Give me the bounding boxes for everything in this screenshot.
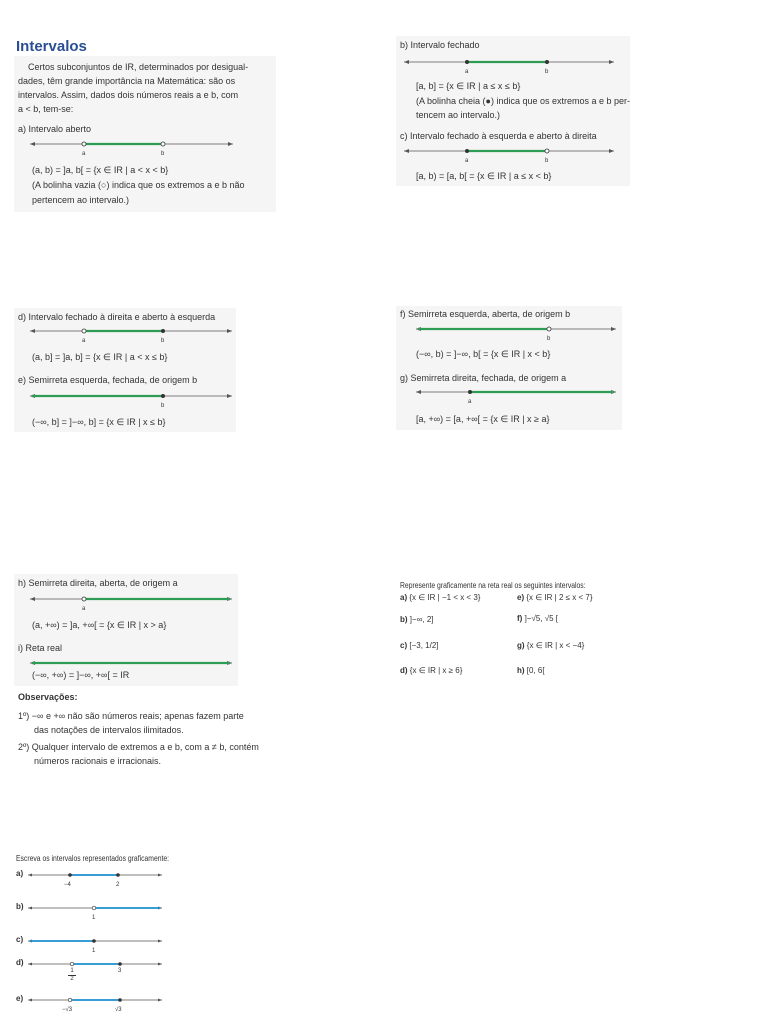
- ex1-text-e: {x ∈ IR | 2 ≤ x < 7}: [526, 593, 593, 602]
- ex2-d-numerator: 1: [70, 968, 74, 974]
- item-g-notation: [a, +∞) = [a, +∞[ = {x ∈ IR | x ≥ a}: [416, 414, 550, 424]
- number-line-h: [30, 593, 234, 609]
- label-a: a: [465, 69, 469, 75]
- ex1-text-a: {x ∈ IR | −1 < x < 3}: [409, 593, 481, 602]
- number-line-g: [416, 386, 618, 402]
- ex2-e-tick-1: −√3: [62, 1007, 73, 1013]
- ex2-label-e: e): [16, 994, 24, 1003]
- ex1-label-g: g): [517, 641, 525, 650]
- page-title: Intervalos: [16, 38, 87, 55]
- label-b: b: [545, 69, 549, 75]
- item-i-notation: (−∞, +∞) = ]−∞, +∞[ = IR: [32, 670, 130, 680]
- exercise1-panel: [398, 576, 616, 680]
- ex2-a-tick-2: 2: [116, 882, 120, 888]
- ex2-c-tick-1: 1: [92, 948, 96, 954]
- ex1-item-h: [517, 666, 545, 676]
- ex2-d-denominator: 2: [70, 976, 74, 982]
- ex2-b-tick-1: 1: [92, 915, 96, 921]
- item-f-heading: f) Semirreta esquerda, aberta, de origem b: [400, 309, 571, 319]
- ex1-item-c: [400, 641, 439, 651]
- ex2-d-fraction: [68, 968, 76, 983]
- obs-item-1-line-2: das notações de intervalos ilimitados.: [34, 725, 184, 735]
- label-a: a: [82, 338, 86, 344]
- ex1-text-c: [−3, 1/2]: [409, 641, 439, 650]
- obs-item-1-line-1: 1º) −∞ e +∞ não são números reais; apenas fazem parte: [18, 711, 244, 721]
- ex1-label-b: b): [400, 615, 408, 624]
- exercise1-prompt: Represente graficamente na reta real os seguintes intervalos:: [400, 581, 586, 590]
- item-h-heading: h) Semirreta direita, aberta, de origem a: [18, 578, 178, 588]
- open-point-b: [161, 142, 165, 146]
- number-line-a: [30, 138, 235, 154]
- number-line-c: [404, 145, 616, 161]
- item-b-notation: [a, b] = {x ∈ IR | a ≤ x ≤ b}: [416, 81, 521, 91]
- ex1-item-a: [400, 593, 480, 603]
- ex2-label-a: a): [16, 869, 24, 878]
- number-line-b: [404, 56, 616, 72]
- label-a: a: [468, 399, 472, 405]
- item-f-notation: (−∞, b) = ]−∞, b[ = {x ∈ IR | x < b}: [416, 349, 551, 359]
- ex1-text-g: {x ∈ IR | x < −4}: [526, 641, 585, 650]
- item-h-notation: (a, +∞) = ]a, +∞[ = {x ∈ IR | x > a}: [32, 620, 167, 630]
- label-b: b: [545, 158, 549, 164]
- label-a: a: [82, 151, 86, 157]
- intro-line-1: Certos subconjuntos de IR, determinados por desigual-: [28, 62, 249, 72]
- number-line-e: [30, 390, 234, 406]
- ex2-label-b: b): [16, 902, 24, 911]
- ex2-label-d: d): [16, 958, 24, 967]
- ex1-text-f: ]−√5, √5 [: [524, 614, 559, 623]
- open-point-a: [82, 142, 86, 146]
- ex2-line-c: [28, 936, 164, 948]
- obs-title: Observações:: [18, 692, 78, 702]
- number-line-f: [416, 323, 618, 339]
- ex1-item-d: [400, 666, 462, 676]
- ex1-item-b: [400, 615, 434, 625]
- ex2-label-c: c): [16, 935, 24, 944]
- ex2-line-b: [28, 903, 164, 915]
- item-a-note-2: pertencem ao intervalo.): [32, 195, 130, 205]
- item-e-heading: e) Semirreta esquerda, fechada, de origem b: [18, 375, 198, 385]
- label-b: b: [161, 403, 165, 409]
- item-a-heading: a) Intervalo aberto: [18, 124, 92, 134]
- item-a-notation: (a, b) = ]a, b[ = {x ∈ IR | a < x < b}: [32, 165, 169, 175]
- item-g-heading: g) Semirreta direita, fechada, de origem a: [400, 373, 567, 383]
- ex1-item-g: [517, 641, 584, 651]
- label-b: b: [547, 336, 551, 342]
- intro-line-2: dades, têm grande importância na Matemática: são os: [18, 76, 236, 86]
- exercise2-prompt: Escreva os intervalos representados graficamente:: [16, 854, 170, 863]
- ex2-a-tick-1: −4: [64, 882, 71, 888]
- item-a-note-1: (A bolinha vazia (○) indica que os extremos a e b não: [32, 180, 245, 190]
- obs-item-2-line-1: 2º) Qualquer intervalo de extremos a e b, com a ≠ b, contém: [18, 742, 259, 752]
- ex1-label-h: h): [517, 666, 525, 675]
- ex2-line-d: [28, 959, 164, 971]
- ex2-line-e: [28, 995, 164, 1007]
- obs-item-2-line-2: números racionais e irracionais.: [34, 756, 162, 766]
- item-c-notation: [a, b) = [a, b[ = {x ∈ IR | a ≤ x < b}: [416, 171, 552, 181]
- ex1-item-f: [517, 614, 558, 624]
- ex1-text-h: [0, 6[: [526, 666, 545, 675]
- ex2-e-tick-2: √3: [115, 1007, 122, 1013]
- item-c-heading: c) Intervalo fechado à esquerda e aberto à direita: [400, 131, 597, 141]
- label-b: b: [161, 151, 165, 157]
- item-b-heading: b) Intervalo fechado: [400, 40, 480, 50]
- item-d-heading: d) Intervalo fechado à direita e aberto à esquerda: [18, 312, 216, 322]
- ex2-line-a: [28, 870, 164, 882]
- item-b-note-1: (A bolinha cheia (●) indica que os extremos a e b per-: [416, 96, 631, 106]
- intro-line-3: intervalos. Assim, dados dois números reais a e b, com: [18, 90, 239, 100]
- item-i-heading: i) Reta real: [18, 643, 63, 653]
- ex1-label-d: d): [400, 666, 408, 675]
- ex1-label-a: a): [400, 593, 408, 602]
- label-a: a: [82, 606, 86, 612]
- item-e-notation: (−∞, b] = ]−∞, b] = {x ∈ IR | x ≤ b}: [32, 417, 166, 427]
- ex1-item-e: [517, 593, 593, 603]
- intro-line-4: a < b, tem-se:: [18, 104, 74, 114]
- ex1-text-b: ]−∞, 2]: [409, 615, 434, 624]
- label-b: b: [161, 338, 165, 344]
- number-line-d: [30, 325, 234, 341]
- item-d-notation: (a, b] = ]a, b] = {x ∈ IR | a < x ≤ b}: [32, 352, 168, 362]
- label-a: a: [465, 158, 469, 164]
- ex1-text-d: {x ∈ IR | x ≥ 6}: [409, 666, 463, 675]
- item-b-note-2: tencem ao intervalo.): [416, 110, 501, 120]
- ex1-label-f: f): [517, 614, 523, 623]
- ex1-label-c: c): [400, 641, 408, 650]
- ex1-label-e: e): [517, 593, 525, 602]
- ex2-d-tick-2: 3: [118, 968, 122, 974]
